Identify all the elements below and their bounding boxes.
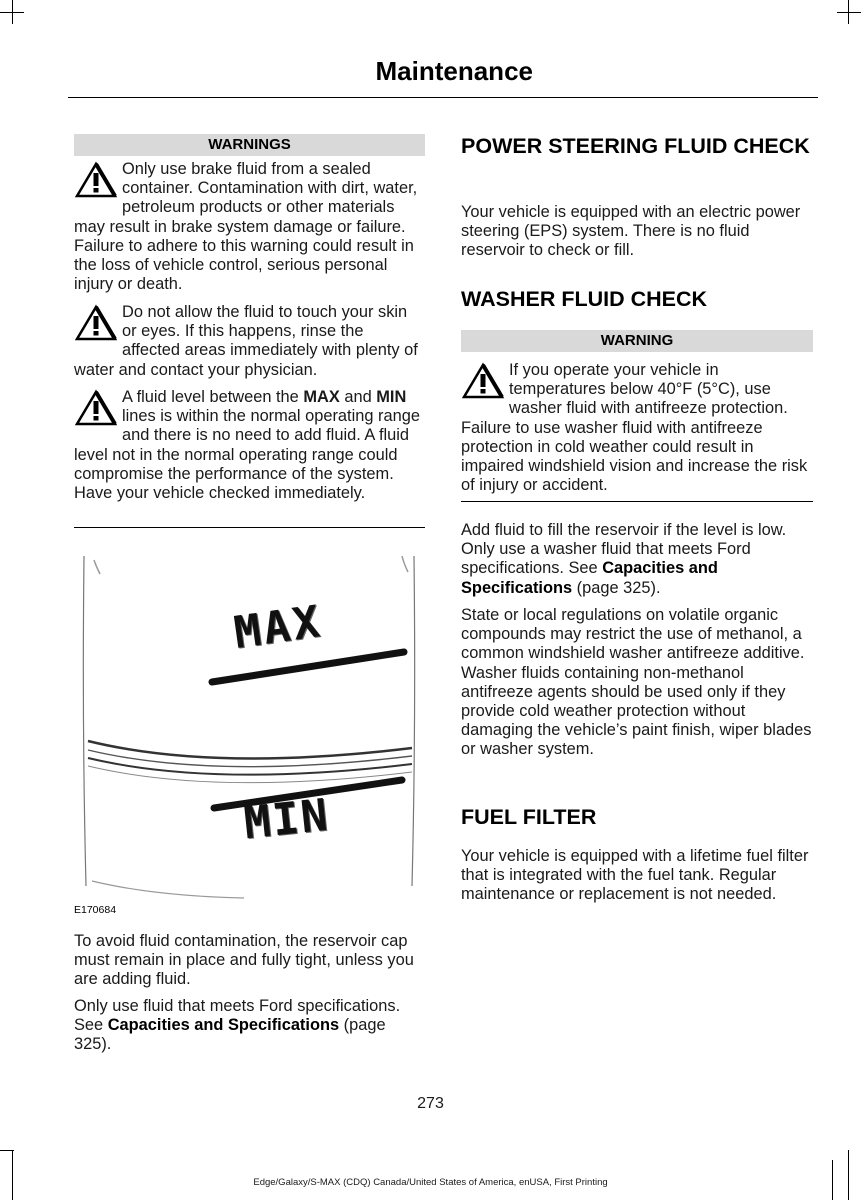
para-regulations: State or local regulations on volatile organic compounds may restrict the use of methanol, a common windshield washer antifreeze additive. Washer fluids containing non-methanol antifreeze agents should be used only if they provide cold weather protection without damaging the vehicle’s paint finish, wiper blades or washer system.: [461, 606, 812, 759]
warning-brake-fluid-sealed: [74, 160, 425, 294]
warning-title-bar: WARNING: [461, 330, 813, 352]
crop-mark-top-right-h: [837, 12, 861, 13]
page-header: [68, 56, 818, 98]
warnings-title-bar: WARNINGS: [74, 134, 425, 156]
warning-washer-antifreeze: [461, 361, 813, 495]
capacities-link[interactable]: Capacities and Specifications: [107, 1016, 340, 1035]
warning-text: Only use brake fluid from a sealed container. Contamination with dirt, water, petroleum products or other materials may result in brake system damage or failure. Failure to adhere to this warning could result in the loss of vehicle control, serious personal injury or death.: [74, 160, 418, 294]
page-title: Maintenance: [375, 56, 533, 86]
reservoir-illustration: [74, 536, 425, 906]
min-label: MIN: [376, 388, 407, 406]
figure-min-text: MIN: [241, 789, 332, 850]
crop-mark-bottom-right-v2: [848, 1150, 849, 1200]
page-number: 273: [417, 1095, 444, 1112]
warning-triangle-icon: [74, 161, 118, 201]
warnings-end-rule: [74, 527, 425, 528]
heading-fuel-filter: FUEL FILTER: [461, 805, 597, 829]
crop-mark-top-left-h: [0, 12, 24, 13]
warning-text-post: lines is within the normal operating range and there is no need to add fluid. A fluid level not in the normal operating range could compromise the performance of the system. Have your vehicle checked immediately.: [74, 407, 420, 503]
warning-text: If you operate your vehicle in temperatures below 40°F (5°C), use washer fluid with antifreeze protection. Failure to use washer fluid with antifreeze protection in cold weather could result in impaired windshield vision and increase the risk of injury or accident.: [461, 361, 808, 495]
warning-triangle-icon: [461, 362, 505, 402]
warning-fluid-level: [74, 388, 425, 503]
para-only-use-fluid: [74, 997, 425, 1055]
warning-skin-eyes: [74, 303, 425, 380]
warning-text-pre: A fluid level between the: [122, 388, 304, 406]
figure-id: E170684: [74, 904, 117, 916]
warning-end-rule: [461, 501, 813, 502]
warning-triangle-icon: [74, 304, 118, 344]
heading-power-steering: POWER STEERING FLUID CHECK: [461, 134, 810, 158]
para-power-steering: Your vehicle is equipped with an electric power steering (EPS) system. There is no fluid reservoir to check or fill.: [461, 203, 801, 260]
crop-mark-bottom-left-v: [12, 1150, 13, 1200]
para-text-pre: Only use fluid that meets Ford specifications. See: [74, 997, 401, 1035]
footer-text: Edge/Galaxy/S-MAX (CDQ) Canada/United States of America, enUSA, First Printing: [253, 1177, 608, 1188]
warning-text: Do not allow the fluid to touch your skin or eyes. If this happens, rinse the affected areas immediately with plenty of water and contact your physician.: [74, 303, 418, 379]
para-add-fluid: [461, 521, 813, 598]
max-label: MAX: [303, 388, 340, 406]
warning-text-and: and: [339, 388, 377, 406]
reservoir-max-min-figure: [74, 536, 425, 920]
warning-triangle-icon: [74, 389, 118, 429]
figure-max-text: MAX: [230, 596, 326, 659]
para-text-pre: Add fluid to fill the reservoir if the level is low. Only use a washer fluid that meets Ford specifications. See: [461, 521, 787, 578]
para-text-post: (page 325).: [74, 1016, 386, 1054]
heading-washer-fluid: WASHER FLUID CHECK: [461, 287, 708, 311]
crop-mark-bottom-left-h: [0, 1150, 14, 1151]
capacities-link[interactable]: Capacities and Specifications: [461, 559, 718, 597]
para-avoid-contamination: To avoid fluid contamination, the reservoir cap must remain in place and fully tight, unless you are adding fluid.: [74, 932, 414, 989]
para-fuel-filter: Your vehicle is equipped with a lifetime fuel filter that is integrated with the fuel tank. Regular maintenance or replacement is not needed.: [461, 847, 809, 904]
para-text-post: (page 325).: [572, 578, 661, 597]
